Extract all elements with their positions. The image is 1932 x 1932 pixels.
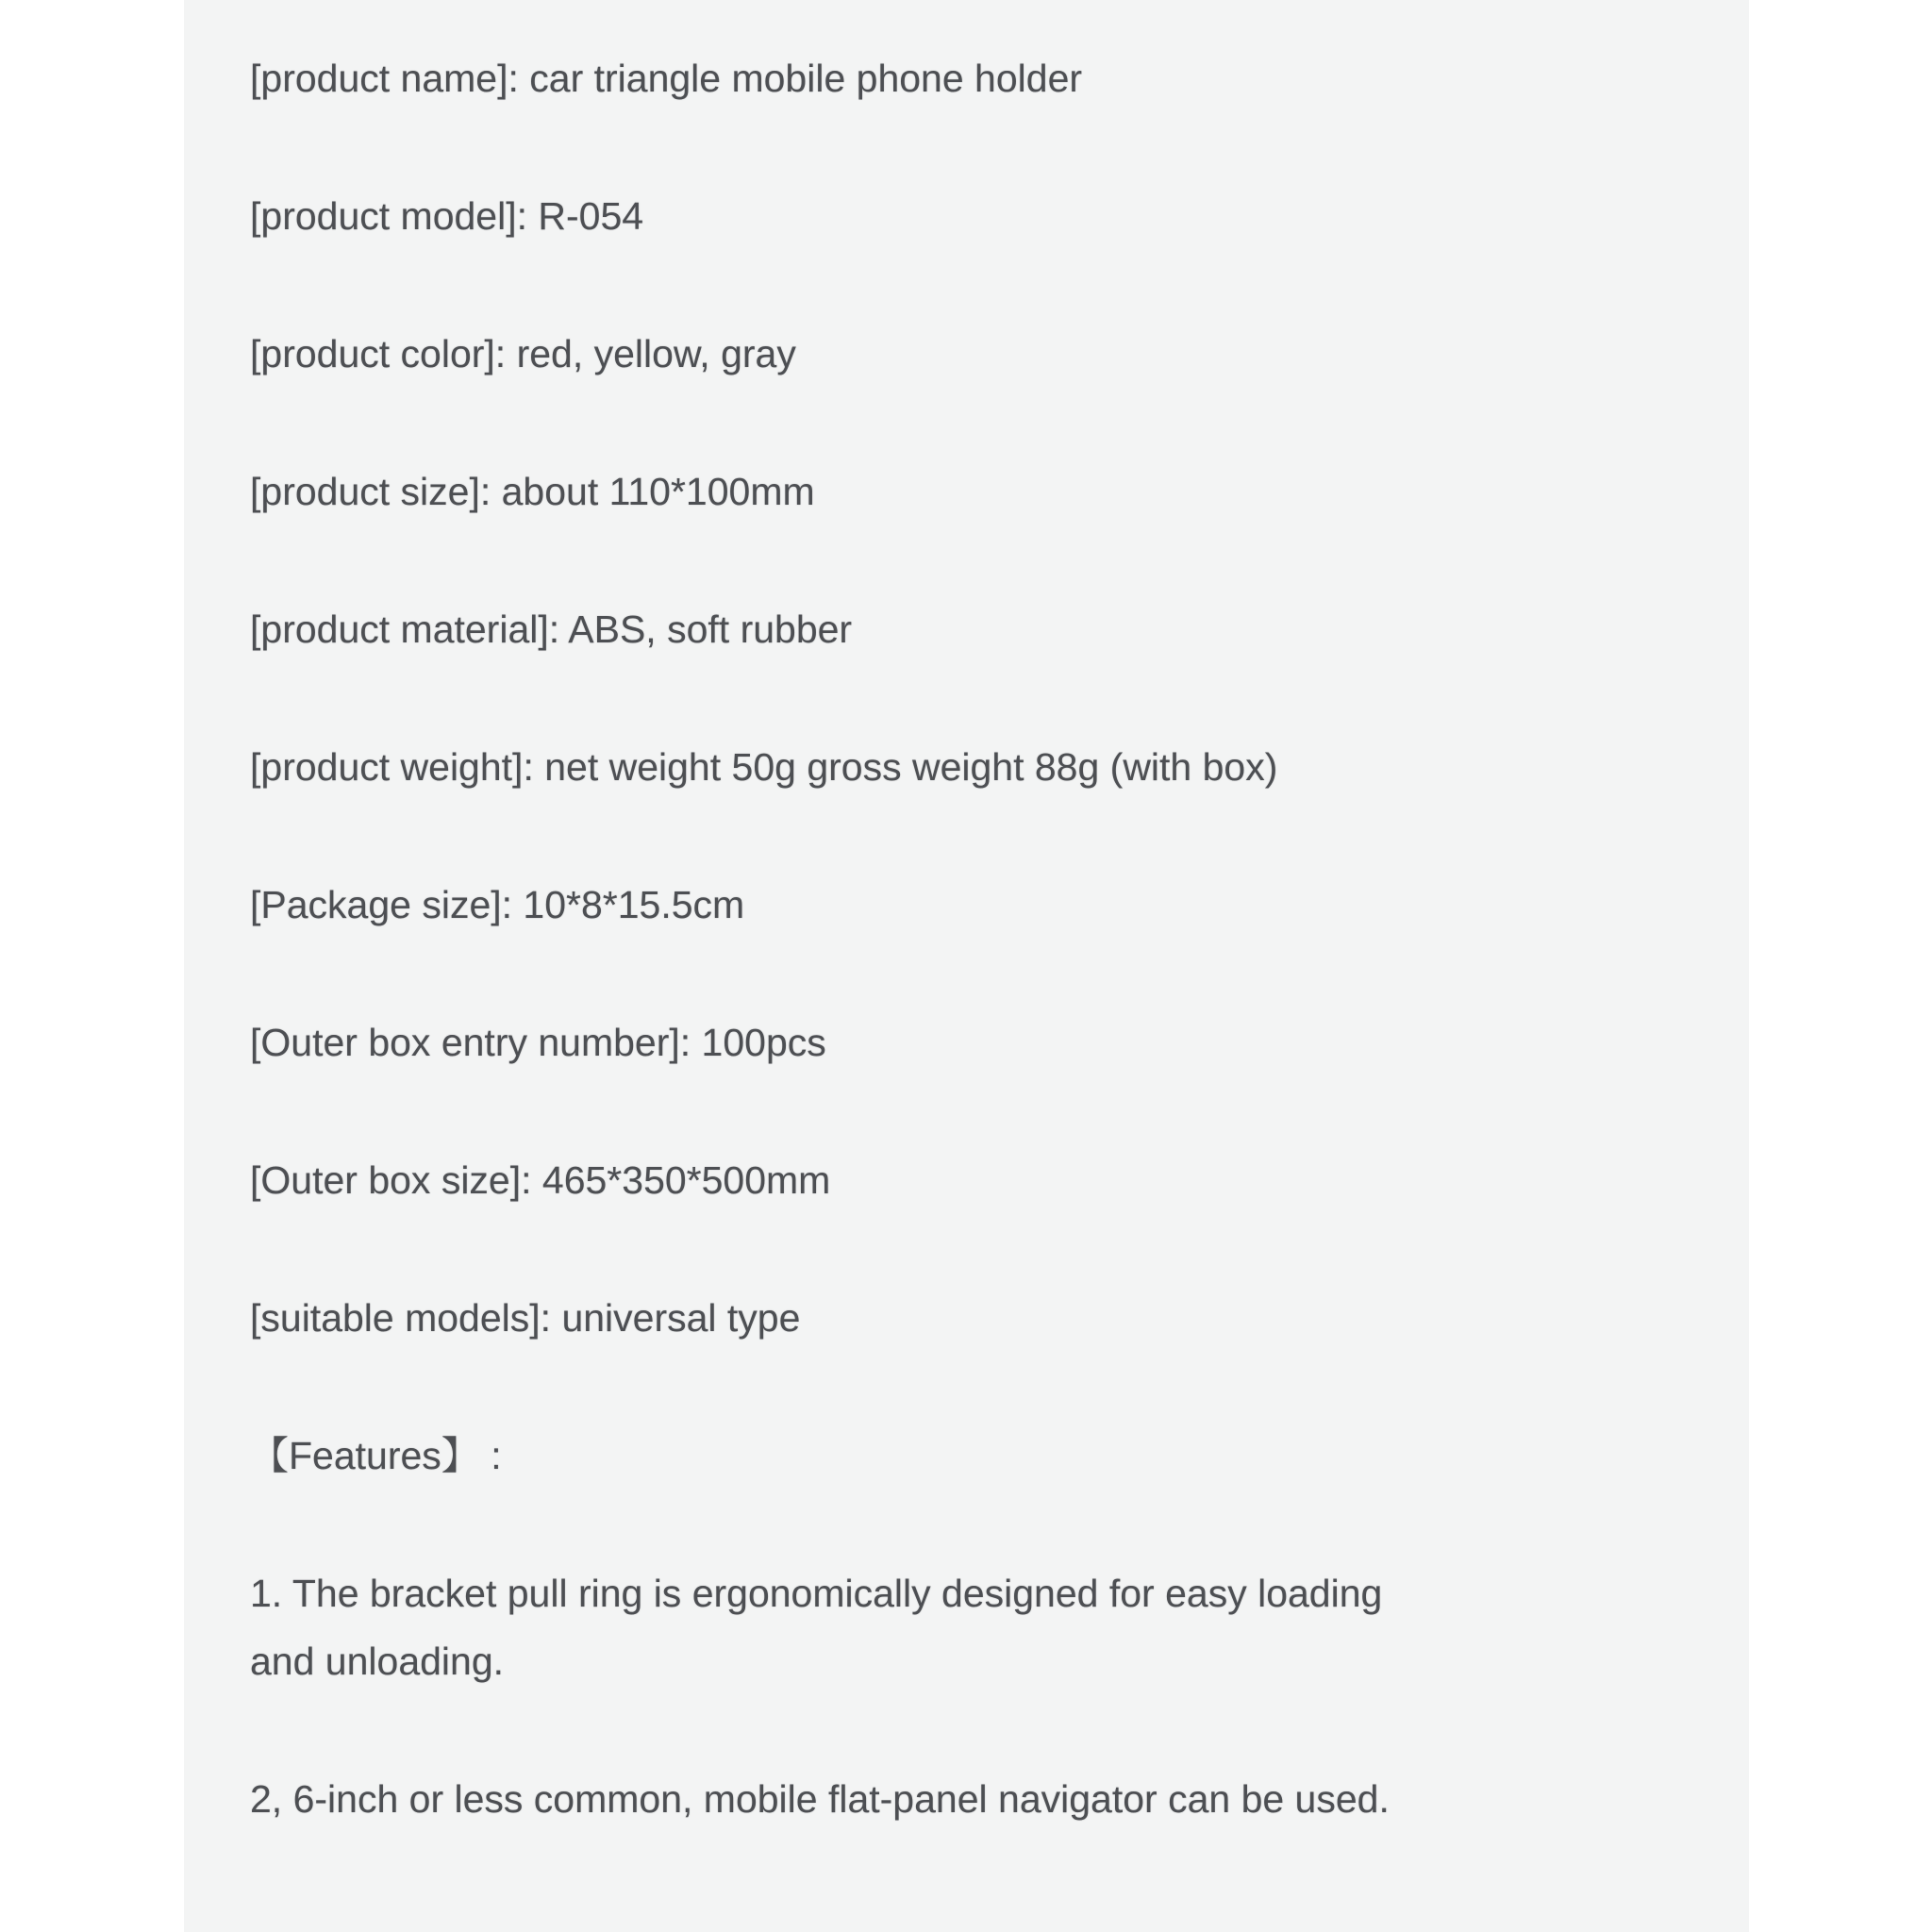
product-description-content <box>184 0 1749 1833</box>
spec-product-name: [product name]: car triangle mobile phone holder <box>250 57 1083 100</box>
spec-product-weight: [product weight]: net weight 50g gross weight 88g (with box) <box>250 745 1278 789</box>
product-description-panel <box>184 0 1749 1932</box>
feature-item-1 <box>250 1559 1593 1695</box>
spec-package-size: [Package size]: 10*8*15.5cm <box>250 883 745 926</box>
spec-outer-box-entry-number: [Outer box entry number]: 100pcs <box>250 1021 826 1064</box>
spec-outer-box-size: [Outer box size]: 465*350*500mm <box>250 1158 831 1202</box>
feature-item-2: 2, 6-inch or less common, mobile flat-panel navigator can be used. <box>250 1777 1390 1821</box>
feature-item-1-line-2: and unloading. <box>250 1640 505 1683</box>
spec-product-material: [product material]: ABS, soft rubber <box>250 608 853 651</box>
spec-product-model: [product model]: R-054 <box>250 194 644 238</box>
features-heading: 【Features】 : <box>250 1434 502 1477</box>
spec-suitable-models: [suitable models]: universal type <box>250 1296 801 1340</box>
feature-item-1-line-1: 1. The bracket pull ring is ergonomically designed for easy loading <box>250 1572 1383 1615</box>
spec-product-color: [product color]: red, yellow, gray <box>250 332 796 375</box>
spec-product-size: [product size]: about 110*100mm <box>250 470 815 513</box>
